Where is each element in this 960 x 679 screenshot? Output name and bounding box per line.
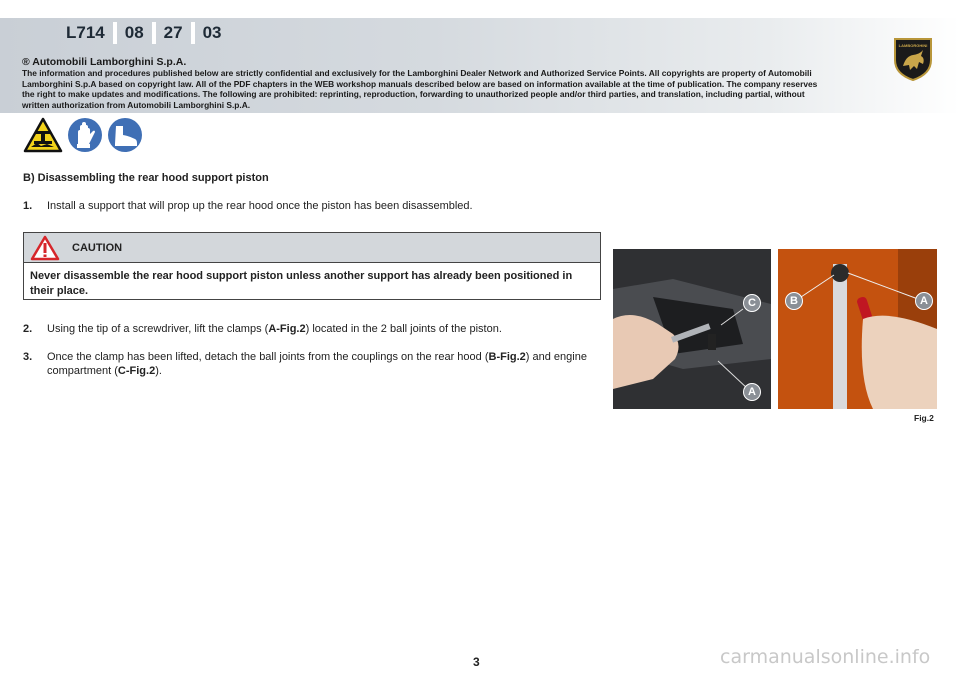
svg-text:LAMBORGHINI: LAMBORGHINI	[898, 43, 928, 48]
instruction-step	[23, 199, 473, 213]
protective-gloves-icon	[67, 117, 103, 153]
step-text: Once the clamp has been lifted, detach the ball joints from the couplings on the rear hood (B-Fig.2) and engine compartment (C-Fig.2).	[47, 351, 587, 377]
callout-label: A	[743, 383, 761, 401]
step-text: Using the tip of a screwdriver, lift the clamps (A-Fig.2) located in the 2 ball joints of the piston.	[47, 323, 502, 335]
callout-label: A	[915, 292, 933, 310]
procedure-code: 03	[202, 23, 222, 42]
figure-photo-right	[778, 249, 937, 409]
group-code: 08	[124, 23, 144, 42]
caution-text: Never disassemble the rear hood support piston unless another support has already been positioned in their place.	[30, 270, 573, 297]
lamborghini-bull-shield-icon	[892, 36, 934, 82]
watermark: carmanualsonline.info	[720, 646, 931, 668]
figure-reference: C-Fig.2	[117, 365, 156, 377]
instruction-step	[23, 350, 603, 378]
copyright-notice	[22, 56, 832, 110]
step-number: 2.	[23, 323, 33, 335]
subgroup-code: 27	[163, 23, 183, 42]
safety-shoes-icon	[107, 117, 143, 153]
figure-caption: Fig.2	[914, 413, 934, 423]
warning-triangle-icon	[30, 235, 60, 261]
crush-hazard-warning-icon	[23, 117, 63, 153]
piston-hood-side-photo	[778, 249, 937, 409]
step-number: 1.	[23, 200, 33, 212]
figure-reference: B-Fig.2	[488, 351, 526, 363]
step-text: Install a support that will prop up the rear hood once the piston has been disassembled.	[47, 200, 473, 212]
figure-reference: A-Fig.2	[268, 323, 306, 335]
caution-header	[24, 233, 600, 263]
page-number: 3	[473, 655, 480, 669]
callout-label: C	[743, 294, 761, 312]
model-code: L714	[66, 23, 105, 42]
callout-label: B	[785, 292, 803, 310]
safety-icons	[23, 117, 143, 153]
section-title: B) Disassembling the rear hood support piston	[23, 172, 269, 184]
caution-box	[23, 232, 601, 300]
document-code	[58, 22, 230, 44]
caution-title: CAUTION	[72, 241, 123, 254]
company-name: ® Automobili Lamborghini S.p.A.	[22, 56, 187, 68]
instruction-step	[23, 322, 603, 336]
copyright-text: The information and procedures published below are strictly confidential and exclusively for the Lamborghini Dealer Network and Authorized Service Points. All copyrights are property of Automobili Lamborghini S.p.A based on copyright law. All of the PDF chapters in the WEB workshop manuals described below are based on information available at the time of publication. The company reserves the right to make updates and modifications. The following are prohibited: reprinting, reproduction, forwarding to unauthorized people and/or third parties, and translation, including partial, without written authorization from Automobili Lamborghini S.p.A.	[22, 68, 818, 110]
step-number: 3.	[23, 351, 33, 363]
